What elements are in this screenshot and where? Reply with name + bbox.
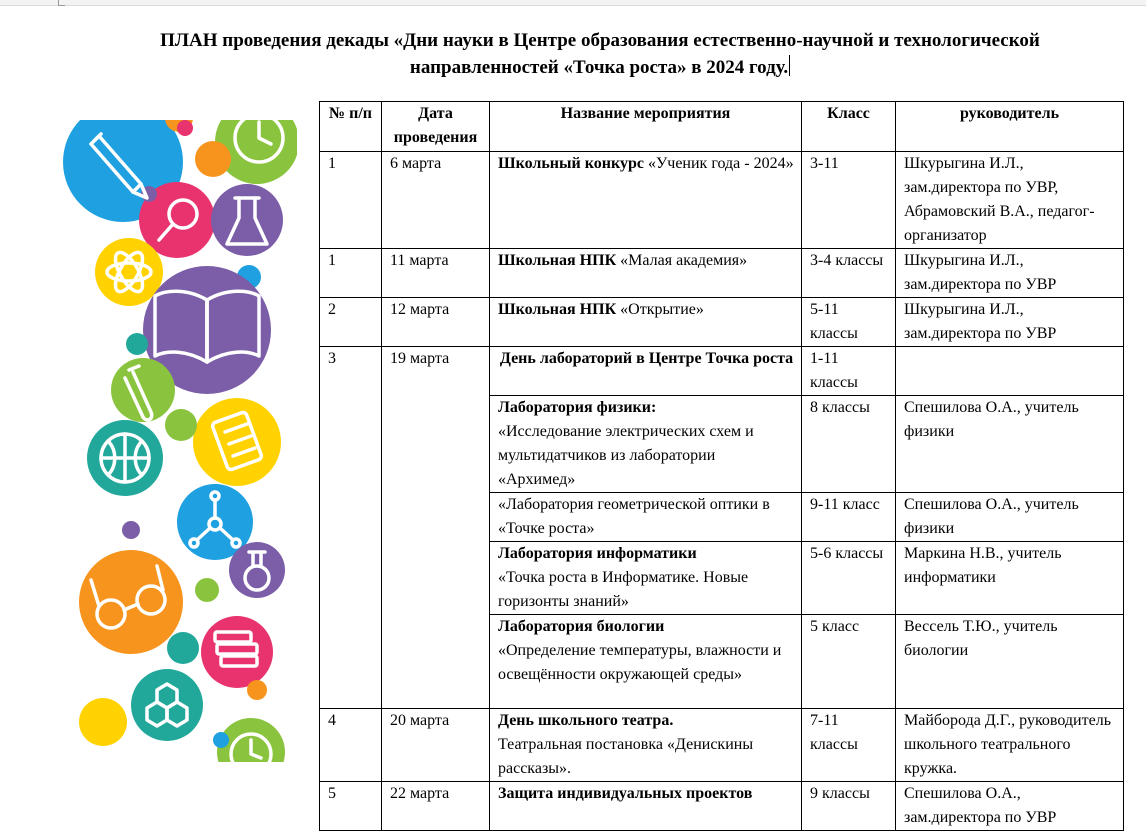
row-num: 1 bbox=[320, 152, 382, 249]
title-line-1: ПЛАН проведения декады «Дни науки в Центре образования естественно-научной и технологической bbox=[160, 30, 1040, 51]
atom-circle bbox=[95, 238, 163, 306]
row-leader: Вессель Т.Ю., учитель биологии bbox=[896, 615, 1124, 709]
row-event bbox=[490, 298, 802, 347]
event-text: «Ученик года - 2024» bbox=[643, 155, 794, 172]
event-text: «Определение температуры, влажности и освещённости окружающей среды» bbox=[498, 642, 782, 683]
header-event: Название мероприятия bbox=[490, 102, 802, 152]
table-row bbox=[320, 709, 1124, 782]
title-line-2-wrap bbox=[100, 54, 1100, 81]
small-dot bbox=[122, 521, 140, 539]
hexagons-circle bbox=[131, 669, 203, 741]
table-row bbox=[320, 347, 1124, 396]
row-leader: Шкурыгина И.Л., зам.директора по УВР, Абрамовский В.А., педагог-организатор bbox=[896, 152, 1124, 249]
row-leader: Спешилова О.А., учитель физики bbox=[896, 493, 1124, 542]
row-date: 22 марта bbox=[382, 782, 490, 831]
row-leader: Спешилова О.А., учитель физики bbox=[896, 396, 1124, 493]
small-dot bbox=[79, 698, 127, 746]
glasses-circle bbox=[79, 550, 183, 654]
row-event bbox=[490, 615, 802, 709]
row-event: Защита индивидуальных проектов bbox=[490, 782, 802, 831]
row-leader: Маркина Н.В., учитель информатики bbox=[896, 542, 1124, 615]
table-header-row bbox=[320, 102, 1124, 152]
row-class: 1-11 классы bbox=[802, 347, 896, 396]
row-num: 1 bbox=[320, 249, 382, 298]
event-bold: Школьный конкурс bbox=[498, 155, 644, 172]
row-date: 12 марта bbox=[382, 298, 490, 347]
event-plan-table bbox=[319, 101, 1124, 831]
table-row bbox=[320, 298, 1124, 347]
row-class: 5-11 классы bbox=[802, 298, 896, 347]
row-event bbox=[490, 249, 802, 298]
small-dot bbox=[167, 632, 199, 664]
row-date: 20 марта bbox=[382, 709, 490, 782]
row-leader bbox=[896, 347, 1124, 396]
event-text: Театральная постановка «Денискины рассказы». bbox=[498, 736, 754, 777]
event-text: «Исследование электрических схем и мультидатчиков из лаборатории «Архимед» bbox=[498, 423, 754, 488]
row-date: 19 марта bbox=[382, 347, 490, 709]
row-leader: Шкурыгина И.Л., зам.директора по УВР bbox=[896, 298, 1124, 347]
event-bold: День школьного театра. bbox=[498, 712, 674, 729]
small-dot bbox=[195, 141, 231, 177]
event-bold: Лаборатория биологии bbox=[498, 618, 665, 635]
table-row bbox=[320, 782, 1124, 831]
row-class: 9-11 класс bbox=[802, 493, 896, 542]
science-decoration bbox=[61, 120, 297, 762]
row-num: 5 bbox=[320, 782, 382, 831]
event-text: «Точка роста в Информатике. Новые горизонты знаний» bbox=[498, 569, 749, 610]
small-dot bbox=[213, 732, 229, 748]
row-class: 5-6 классы bbox=[802, 542, 896, 615]
row-class: 3-11 bbox=[802, 152, 896, 249]
event-text: «Открытие» bbox=[616, 301, 704, 318]
basketball-icon bbox=[101, 434, 149, 482]
title-line-2: направленностей «Точка роста» в 2024 году. bbox=[409, 57, 789, 78]
row-class: 3-4 классы bbox=[802, 249, 896, 298]
row-num: 2 bbox=[320, 298, 382, 347]
small-dot bbox=[165, 409, 197, 441]
row-event bbox=[490, 396, 802, 493]
row-class: 5 класс bbox=[802, 615, 896, 709]
row-num: 4 bbox=[320, 709, 382, 782]
header-leader: руководитель bbox=[896, 102, 1124, 152]
event-bold: Школьная НПК bbox=[498, 252, 617, 269]
text-cursor bbox=[789, 55, 790, 76]
row-num: 3 bbox=[320, 347, 382, 709]
margin-corner-mark bbox=[58, 0, 65, 6]
row-date: 11 марта bbox=[382, 249, 490, 298]
header-date: Дата проведения bbox=[382, 102, 490, 152]
header-class: Класс bbox=[802, 102, 896, 152]
row-leader: Шкурыгина И.Л., зам.директора по УВР bbox=[896, 249, 1124, 298]
row-class: 7-11 классы bbox=[802, 709, 896, 782]
row-event bbox=[490, 152, 802, 249]
event-bold: Лаборатория информатики bbox=[498, 545, 697, 562]
document-title bbox=[100, 27, 1100, 81]
header-num: № п/п bbox=[320, 102, 382, 152]
row-leader: Майборода Д.Г., руководитель школьного театрального кружка. bbox=[896, 709, 1124, 782]
row-leader: Спешилова О.А., зам.директора по УВР bbox=[896, 782, 1124, 831]
event-text: «Малая академия» bbox=[616, 252, 748, 269]
row-event bbox=[490, 542, 802, 615]
science-decoration-art bbox=[61, 120, 297, 762]
small-dot bbox=[126, 333, 148, 355]
table-row bbox=[320, 152, 1124, 249]
row-event bbox=[490, 709, 802, 782]
row-event: День лабораторий в Центре Точка роста bbox=[490, 347, 802, 396]
small-dot bbox=[177, 120, 193, 136]
event-bold: Лаборатория физики: bbox=[498, 399, 657, 416]
row-date: 6 марта bbox=[382, 152, 490, 249]
ruler-bar bbox=[0, 0, 1146, 6]
small-dot bbox=[195, 578, 219, 602]
event-bold: Школьная НПК bbox=[498, 301, 617, 318]
small-dot bbox=[247, 680, 267, 700]
table-row bbox=[320, 249, 1124, 298]
row-class: 9 классы bbox=[802, 782, 896, 831]
books-circle bbox=[201, 616, 273, 688]
row-event: «Лаборатория геометрической оптики в «Точке роста» bbox=[490, 493, 802, 542]
row-class: 8 классы bbox=[802, 396, 896, 493]
